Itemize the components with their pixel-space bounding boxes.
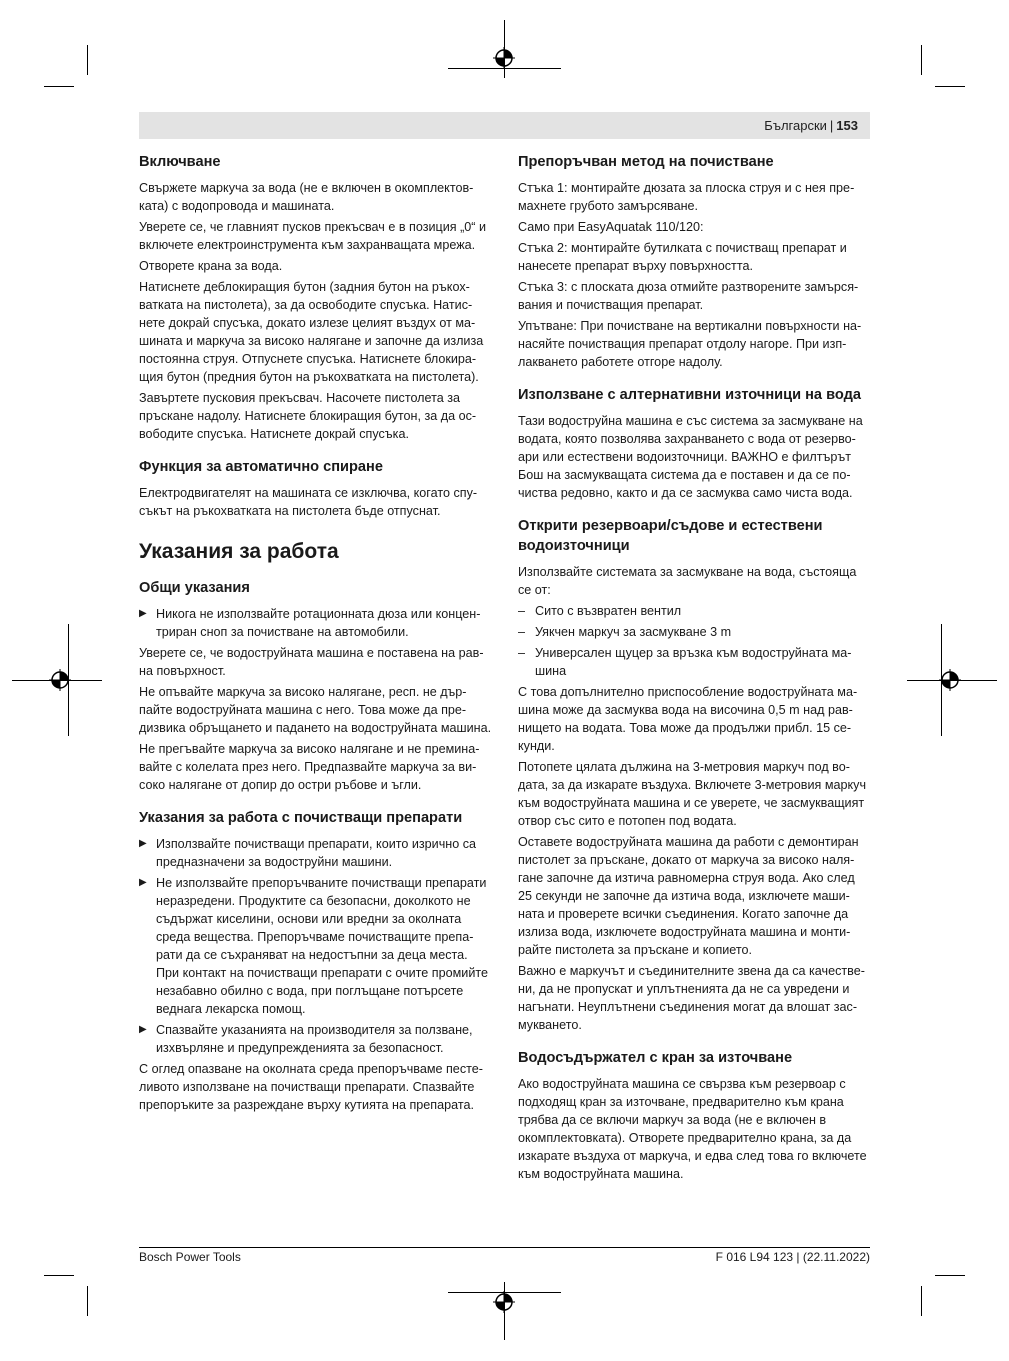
section-open-reservoirs: [518, 516, 871, 1034]
dash-item: – Уякчен маркуч за засмукване 3 m: [518, 623, 871, 641]
footer-doc-code: F 016 L94 123 | (22.11.2022): [715, 1250, 870, 1264]
registration-mark-icon: [493, 47, 515, 69]
section-auto-stop: [139, 457, 492, 520]
paragraph: Оставете водоструйната машина да работи с демонтиран пистолет за пръскане, докато от маркуча за високо налягане започне да изтича равномерна струя вода. Ако след 25 секунди не започне да изтича вода, изключете машината и проверете всички съединения. Когато започне да излиза вода, изключете водоструйната машина и монтирайте пистолета за пръскане и копието.: [518, 835, 859, 957]
crop-mark: [44, 1275, 74, 1276]
section-general-notes: [139, 578, 492, 794]
bullet-item: ▶ Използвайте почистващи препарати, които изрично са предназначени за водоструйни машини.: [139, 835, 492, 871]
paragraph: Важно е маркучът и съединителните звена да са качествени, да не пропускат и уплътненията да не са увредени и нагънати. Неуплътнени съединения могат да влошат засмукването.: [518, 964, 865, 1032]
crop-mark: [921, 1286, 922, 1316]
paragraph: Стъка 1: монтирайте дюзата за плоска струя и с нея премахнете грубото замърсяване.: [518, 181, 855, 213]
bullet-item: ▶ Спазвайте указанията на производителя за ползване, изхвърляне и предупрежденията за безопасност.: [139, 1021, 492, 1057]
section-title: Включване: [139, 154, 221, 170]
paragraph: Стъка 2: монтирайте бутилката с почистващ препарат и нанесете препарат върху повърхността.: [518, 241, 847, 273]
section-title: Функция за автоматично спиране: [139, 459, 383, 475]
section-title: Указания за работа с почистващи препарати: [139, 810, 463, 826]
paragraph: Уверете се, че водоструйната машина е поставена на равна повърхност.: [139, 646, 484, 678]
dash-item: – Сито с възвратен вентил: [518, 602, 871, 620]
crop-mark: [921, 45, 922, 75]
paragraph: Отворете крана за вода.: [139, 259, 283, 273]
registration-mark-icon: [493, 1291, 515, 1313]
bullet-item: ▶ Не използвайте препоръчваните почистващи препарати неразредени. Продуктите са безопасни, доколкото не съдържат киселини, основи или вредни за околната среда вещества. Препоръчваме почистващите препарати да се съхраняват на недостъпни за деца места. При контакт на почистващи препарати с очите промийте незабавно обилно с вода, при поглъщане потърсете веднага лекарска помощ.: [139, 874, 492, 1018]
footer-divider: [139, 1247, 870, 1248]
footer-brand: Bosch Power Tools: [139, 1250, 241, 1264]
crop-mark: [935, 86, 965, 87]
section-title: Водосъдържател с кран за източване: [518, 1050, 793, 1066]
paragraph: Ако водоструйната машина се свързва към резервоар с подходящ кран за източване, предварително към крана трябва да се включи маркуч за вода (не е включен в окомплектовката). Отворете предварително крана, за да изкарате въздуха от маркуча, и едва след това го включете към водоструйната машина.: [518, 1077, 867, 1181]
header-separator: |: [829, 118, 834, 133]
section-title: Открити резервоари/съдове и естествени водоизточници: [518, 518, 823, 554]
crop-mark: [44, 86, 74, 87]
page-number: 153: [836, 118, 858, 133]
section-title: Препоръчван метод на почистване: [518, 154, 774, 170]
section-cleaning-agents: [139, 808, 492, 1114]
paragraph: С оглед опазване на околната среда препоръчваме пестеливото използване на почистващи препарати. Спазвайте препоръките за разреждане върху кутията на препарата.: [139, 1062, 483, 1112]
section-recommended-method: [518, 152, 871, 371]
paragraph: С това допълнително приспособление водоструйната машина може да засмуква вода на височина 0,5 m над равнището на водата. Това може да продължи прибл. 15 секунди.: [518, 685, 858, 753]
right-column: [518, 152, 871, 1197]
paragraph: Електродвигателят на машината се изключва, когато спусъкът на ръкохватката на пистолета бъде отпуснат.: [139, 486, 478, 518]
registration-mark-icon: [939, 669, 961, 691]
header-text: [764, 118, 858, 133]
paragraph: Не опъвайте маркуча за високо налягане, респ. не дърпайте водоструйната машина с него. Това може да предизвика обръщането и падането на водоструйната машина.: [139, 685, 492, 735]
section-tank-with-tap: [518, 1048, 871, 1183]
paragraph: Уверете се, че главният пусков прекъсвач е в позиция „0“ и включете електроинструмента към захранващата мрежа.: [139, 220, 486, 252]
paragraph: Натиснете деблокиращия бутон (задния бутон на ръкохватката на пистолета), за да освободите спусъка. Натиснете докрай спусъка, докато излезе целият въздух от машината и маркуча за високо налягане и започне да излиза постоянна струя. Отпуснете спусъка. Натиснете блокиращия бутон (предния бутон на ръкохватката на пистолета).: [139, 280, 484, 384]
paragraph: Тази водоструйна машина е със система за засмукване на водата, която позволява захранването с вода от резервоари или естествени водоизточници. ВАЖНО е филтърът Бош на засмукващата система да е поставен и да се почиства редовно, както и да се засмуква само чиста вода.: [518, 414, 863, 500]
paragraph: Стъка 3: с плоската дюза отмийте разтворените замърсявания и почистващия препарат.: [518, 280, 859, 312]
dash-item: – Универсален щуцер за връзка към водоструйната машина: [518, 644, 871, 680]
paragraph: Завъртете пусковия прекъсвач. Насочете пистолета за пръскане надолу. Натиснете блокиращия бутон, за да освободите спусъка. Натиснете докрай спусъка.: [139, 391, 477, 441]
paragraph: Свържете маркуча за вода (не е включен в окомплектовката) с водопровода и машината.: [139, 181, 474, 213]
paragraph: Само при EasyAquatak 110/120:: [518, 220, 704, 234]
header-language: Български: [764, 118, 827, 133]
section-title: Използване с алтернативни източници на вода: [518, 387, 861, 403]
bullet-item: ▶ Никога не използвайте ротационната дюза или концентриран сноп за почистване на автомобили.: [139, 605, 492, 641]
paragraph: Не прегъвайте маркуча за високо налягане и не преминавайте с колелата през него. Предпазвайте маркуча за високо налягане от допир до остри ръбове и ъгли.: [139, 742, 480, 792]
page-header: [139, 112, 870, 139]
paragraph: Потопете цялата дължина на 3-метровия маркуч под водата, за да изкарате въздуха. Включете 3-метровия маркуч към водоструйната машина и се уверете, че засмукващият отвор със сито е потопен под водата.: [518, 760, 867, 828]
section-switching-on: [139, 152, 492, 443]
crop-mark: [87, 45, 88, 75]
crop-mark: [935, 1275, 965, 1276]
paragraph: Упътване: При почистване на вертикални повърхности нанасяйте почистващия препарат отдолу нагоре. При изплакването работете отгоре надолу.: [518, 319, 862, 369]
registration-mark-icon: [49, 669, 71, 691]
left-column: [139, 152, 492, 1128]
section-alternative-water: [518, 385, 871, 502]
section-title: Общи указания: [139, 580, 250, 596]
chapter-title: Указания за работа: [139, 540, 339, 563]
paragraph: Използвайте системата за засмукване на вода, състояща се от:: [518, 565, 857, 597]
crop-mark: [87, 1286, 88, 1316]
